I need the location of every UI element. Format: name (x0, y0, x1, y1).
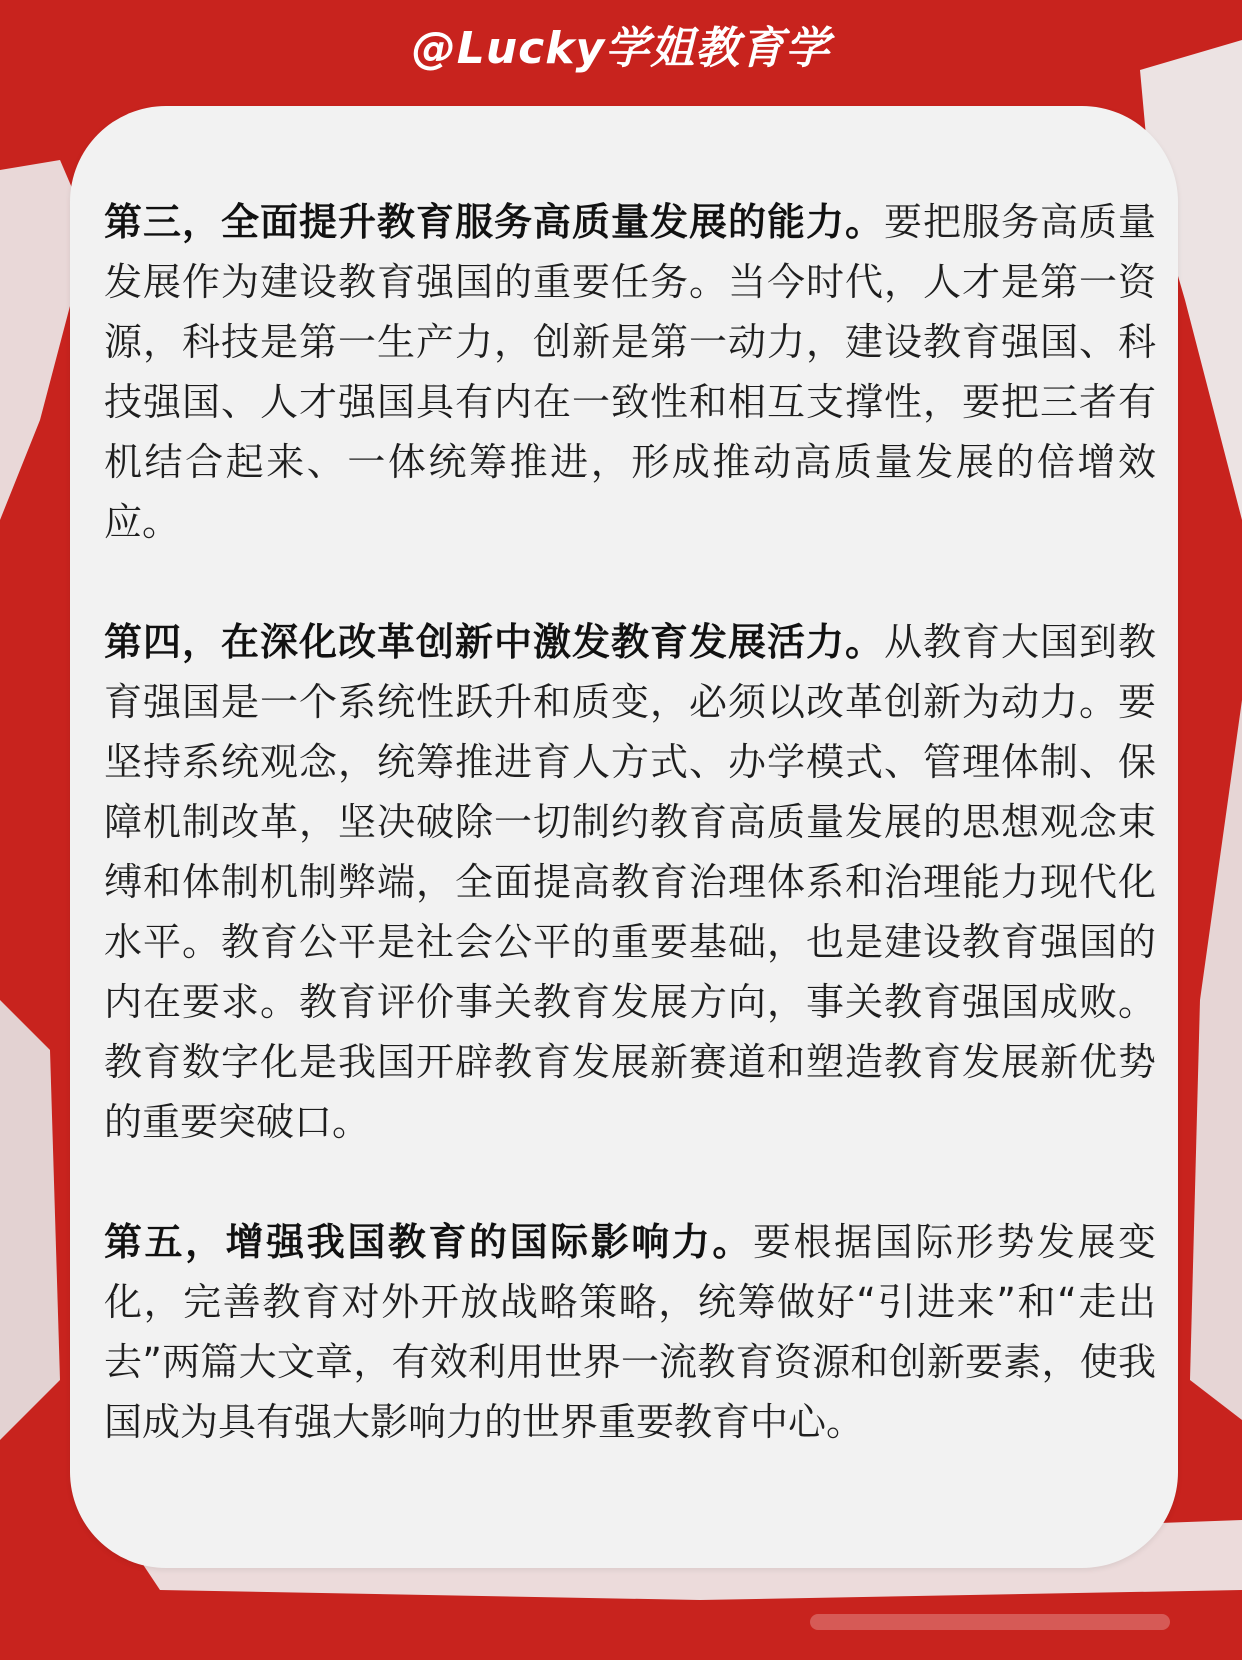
paragraph-heading: 第四，在深化改革创新中激发教育发展活力。 (104, 620, 884, 664)
paragraph-heading: 第五，增强我国教育的国际影响力。 (104, 1220, 753, 1264)
paragraph-text: 从教育大国到教育强国是一个系统性跃升和质变，必须以改革创新为动力。要坚持系统观念，统筹推进育人方式、办学模式、管理体制、保障机制改革，坚决破除一切制约教育高质量发展的思想观念束缚和体制机制弊端，全面提高教育治理体系和治理能力现代化水平。教育公平是社会公平的重要基础，也是建设教育强国的内在要求。教育评价事关教育发展方向，事关教育强国成败。教育数字化是我国开辟教育发展新赛道和塑造教育发展新优势的重要突破口。 (104, 620, 1156, 1144)
blurred-footer-watermark (800, 1600, 1180, 1644)
paragraph-text: 要把服务高质量发展作为建设教育强国的重要任务。当今时代，人才是第一资源，科技是第一生产力，创新是第一动力，建设教育强国、科技强国、人才强国具有内在一致性和相互支撑性，要把三者有机结合起来、一体统筹推进，形成推动高质量发展的倍增效应。 (104, 200, 1156, 544)
paragraph-third (104, 192, 1156, 552)
paragraph-text: 要根据国际形势发展变化，完善教育对外开放战略策略，统筹做好“引进来”和“走出去”两篇大文章，有效利用世界一流教育资源和创新要素，使我国成为具有强大影响力的世界重要教育中心。 (104, 1220, 1156, 1444)
article-body (104, 192, 1156, 1512)
paper-scrap-left-bottom (0, 1000, 60, 1440)
paragraph-fifth (104, 1212, 1156, 1452)
watermark-title: @Lucky学姐教育学 (411, 23, 831, 74)
paragraph-fourth (104, 612, 1156, 1152)
paragraph-heading: 第三，全面提升教育服务高质量发展的能力。 (104, 200, 884, 244)
paper-scrap-right-bottom (1190, 700, 1242, 1420)
